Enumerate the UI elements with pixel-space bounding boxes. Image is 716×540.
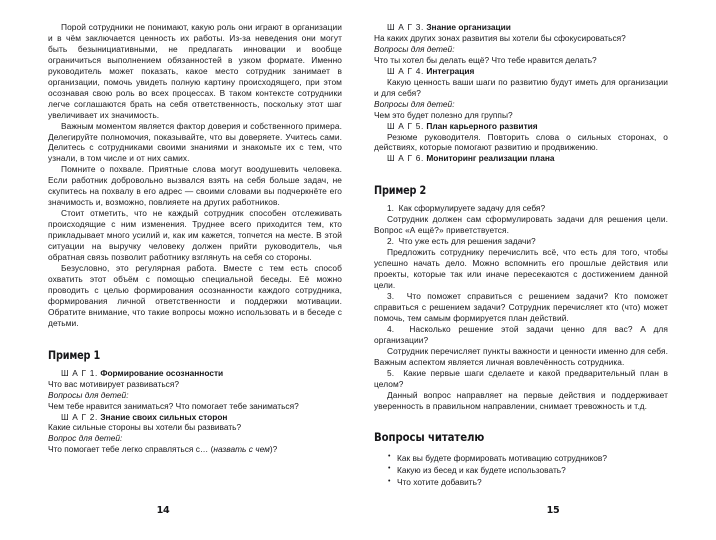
numbered-question [374,236,668,247]
paragraph: Безусловно, это регулярная работа. Вместе с тем есть способ охватить этот объём с помощью специальной беседы. Её можно проводить с целью формирования осознанности каждого сотрудника, формирования личной ответственности и поддержки мотивации. Обратите внимание, что такие вопросы можно использовать и в беседе с детьми. [48,262,342,328]
step-label: Ш А Г 6. [387,153,424,164]
reader-questions-list [374,452,668,489]
numbered-answer: Сотрудник перечисляет пункты важности и ценности именно для себя. Важным аспектом является личная вовлечённость сотрудника. [374,345,668,367]
step-heading-2 [48,412,342,423]
paragraph: Порой сотрудники не понимают, какую роль они играют в организации и в чём заключается ценность их работы. Из-за неведения они могут быть безынициативными, не предлагать инновации и вообще ограничиться выполнением обязанностей в узком формате. Именно руководитель может показать, какое место сотрудник занимает в организации, помочь увидеть полную картину происходящего, при этом осознавая свою роль во всех процессах. В таком контексте сотрудники легче соглашаются брать на себя ответственность, поскольку этот шаг увеличивает их значимость. [48,22,342,120]
step-heading-4 [374,66,668,77]
page-number-right: 15 [546,505,560,516]
kids-label: Вопросы для детей: [374,98,455,109]
kids-label: Вопрос для детей: [48,433,123,444]
step-label: Ш А Г 2. [61,411,98,422]
kids-question-italic: назвать с чем [213,444,270,455]
kids-label: Вопросы для детей: [374,43,455,54]
step-heading-6 [374,153,668,164]
step-title: Мониторинг реализации плана [426,153,555,164]
right-column-text [374,22,668,488]
item-text: Что поможет справиться с решением задачи? Кто поможет справиться с решением задачи? Сотрудник перечисляет кто (что) может помочь, тем самым формируется план действий. [374,291,668,323]
kids-question: Чем это будет полезно для группы? [374,109,513,120]
step-title: Знание организации [426,22,511,32]
numbered-question [374,291,668,324]
step-question: На каких других зонах развития вы хотели бы сфокусироваться? [374,32,626,43]
list-item: • Какую из бесед и как будете использовать? [388,464,668,476]
paragraph: Помните о похвале. Приятные слова могут воодушевить человека. Если работник добровольно вызвался взять на себя больше задач, не скупитесь на похвалу в его адрес — своими словами вы подчеркнёте его значимость и, возможно, повлияете на других работников. [48,164,342,208]
step-question: Какие сильные стороны вы хотели бы развивать? [48,422,242,433]
step-title: Интеграция [426,65,475,76]
step-label: Ш А Г 3. [387,22,424,32]
step-question: Что вас мотивирует развиваться? [48,378,180,389]
kids-question-pre: Что помогает тебе легко справляться с… ( [48,444,214,455]
paragraph: Важным моментом является фактор доверия и собственного примера. Делегируйте полномочия, показывайте, что вы доверяете. Учитесь сами. Делитесь с сотрудниками своими знаниями и знакомьте их с тем, что узнали, в том числе и от них самих. [48,120,342,164]
left-column-text [48,22,342,455]
step-heading-5 [374,121,668,132]
numbered-question [374,368,668,390]
kids-question-post: )? [269,444,278,455]
item-text: Какие первые шаги сделаете и какой предварительный план в целом? [374,367,668,389]
step-question: Резюме руководителя. Повторить слова о сильных сторонах, о действиях, которые помогают развитию и продвижению. [374,131,668,153]
numbered-answer: Предложить сотруднику перечислить всё, что есть для того, чтобы успешно начать дело. Можно вспомнить его прошлые действия или проекты, которые так или иначе пересекаются с достижением данной цели. [374,247,668,291]
step-label: Ш А Г 4. [387,65,424,76]
list-item: • Как вы будете формировать мотивацию сотрудников? [388,452,668,464]
numbered-question [374,203,668,214]
step-title: Знание своих сильных сторон [100,411,228,422]
kids-label: Вопросы для детей: [48,389,129,400]
step-heading-1 [48,368,342,379]
paragraph: Стоит отметить, что не каждый сотрудник способен отслеживать происходящие с ним изменения. Труднее всего приходится тем, кто прикладывает много усилий и, как им кажется, топчется на месте. В этой ситуации на выручку человеку должен прийти руководитель, чья обратная связь позволит работнику взглянуть на себя со стороны. [48,208,342,263]
spacer [374,164,668,183]
kids-question: Чем тебе нравится заниматься? Что помогает тебе заниматься? [48,400,299,411]
list-item: • Что хотите добавить? [388,476,668,488]
item-number: 3. [387,291,395,302]
step-title: Формирование осознанности [100,367,224,378]
reader-questions-heading: Вопросы читателю [374,430,485,444]
example-heading-1: Пример 1 [48,347,101,362]
spacer [48,329,342,348]
item-number: 5. [387,367,395,378]
item-text: Насколько решение этой задачи ценно для вас? А для организации? [374,323,668,345]
page-right [358,0,716,540]
item-number: 2. [387,236,394,247]
numbered-answer: Данный вопрос направляет на первые действия и поддерживает уверенность в правильном направлении, снимает тревожность и т.д. [374,389,668,411]
item-number: 1. [387,203,394,214]
item-number: 4. [387,323,395,334]
item-text: Что уже есть для решения задачи? [398,236,536,247]
page-number-left: 14 [156,505,170,516]
item-text: Как сформулируете задачу для себя? [398,203,546,214]
step-label: Ш А Г 5. [387,120,424,131]
example-heading-2: Пример 2 [374,183,427,198]
step-title: План карьерного развития [426,120,538,131]
step-heading-3 [374,22,668,33]
step-question: Какую ценность ваши шаги по развитию будут иметь для организации и для себя? [374,76,668,98]
kids-question: Что ты хотел бы делать ещё? Что тебе нравится делать? [374,54,597,65]
numbered-question [374,324,668,346]
numbered-answer: Сотрудник должен сам сформулировать задачи для решения цели. Вопрос «А ещё?» приветствуется. [374,214,668,236]
kids-question [48,444,342,455]
step-label: Ш А Г 1. [61,367,98,378]
spacer [374,412,668,431]
